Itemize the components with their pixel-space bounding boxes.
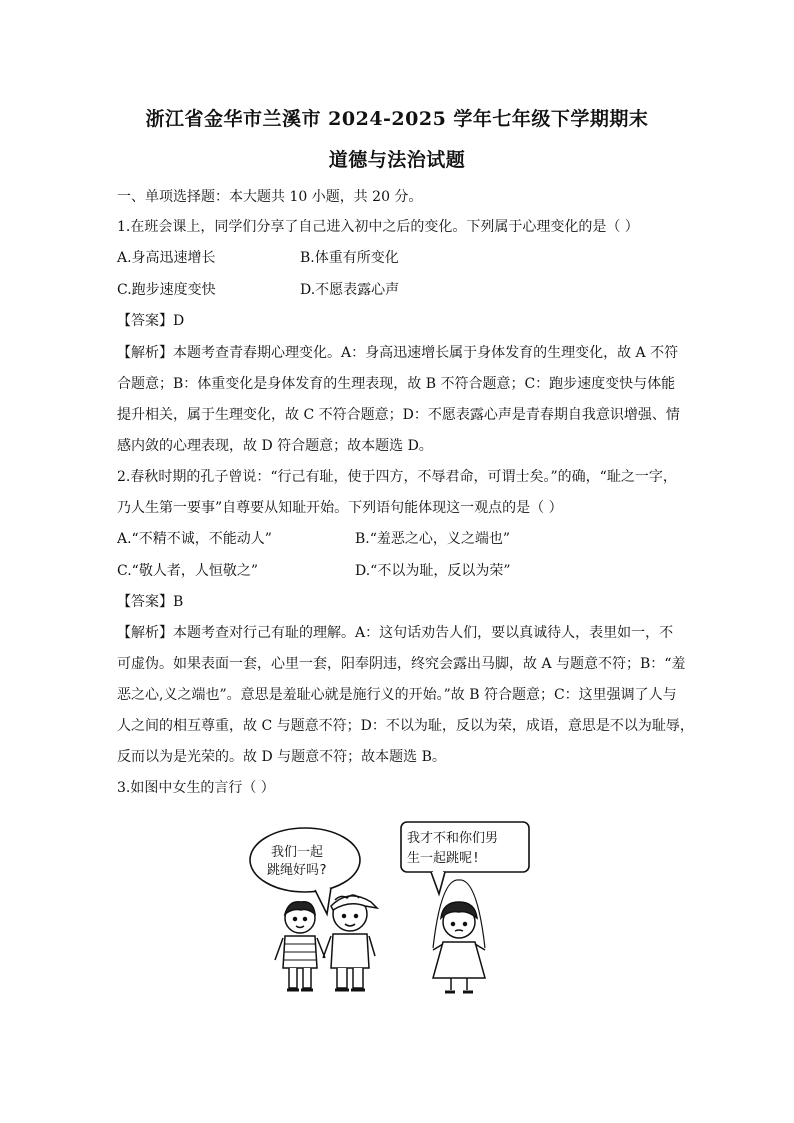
question-1-stem: 1.在班会课上，同学们分享了自己进入初中之后的变化。下列属于心理变化的是（ ） (117, 219, 639, 235)
question-2-stem-line: 乃人生第一要事”自尊要从知耻开始。下列语句能体现这一观点的是（ ） (117, 500, 563, 516)
section-heading: 一、单项选择题：本大题共 10 小题，共 20 分。 (117, 189, 423, 205)
q2-answer: 【答案】B (117, 594, 184, 610)
q1-analysis-line: 感内敛的心理表现，故 D 符合题意；故本题选 D。 (117, 438, 433, 454)
left-bubble-line-1: 我们一起 (271, 845, 324, 860)
question-2-stem-line: 2.春秋时期的孔子曾说：“行己有耻，使于四方，不辱君命，可谓士矣。”的确，“耻之一字， (117, 469, 677, 485)
q2-analysis-line: 人之间的相互尊重，故 C 与题意不符；D：不以为耻，反以为荣，成语，意思是不以为耻辱， (117, 718, 694, 734)
right-bubble-line-1: 我才不和你们男 (407, 831, 499, 846)
q1-option-a: A.身高迅速增长 (117, 250, 216, 266)
left-bubble-line-2: 跳绳好吗? (267, 863, 327, 878)
q2-analysis-line: 可虚伪。如果表面一套，心里一套，阳奉阴违，终究会露出马脚，故 A 与题意不符；B：“羞 (117, 656, 686, 672)
q2-analysis-line: 恶之心,义之端也”。意思是羞耻心就是施行义的开始。”故 B 符合题意；C：这里强调了人与 (117, 687, 677, 703)
q1-analysis-line: 提升相关，属于生理变化，故 C 不符合题意；D：不愿表露心声是青春期自我意识增强、情 (117, 407, 680, 423)
boy-figure-right (323, 895, 377, 990)
question-3-stem: 3.如图中女生的言行（ ） (117, 780, 275, 796)
q2-analysis-line: 反而以为是光荣的。故 D 与题意不符；故本题选 B。 (117, 749, 446, 765)
q1-answer: 【答案】D (117, 313, 185, 329)
q1-analysis-line: 【解析】本题考查青春期心理变化。A：身高迅速增长属于身体发育的生理变化，故 A 不符 (117, 345, 679, 361)
q1-option-b: B.体重有所变化 (300, 250, 399, 266)
q1-option-d: D.不愿表露心声 (300, 282, 400, 298)
cartoon-illustration (245, 818, 545, 998)
q2-option-c: C.“敬人者，人恒敬之” (117, 563, 258, 579)
q1-analysis-line: 合题意；B：体重变化是身体发育的生理表现，故 B 不符合题意；C：跑步速度变快与体能 (117, 376, 676, 392)
right-bubble-line-2: 生一起跳呢! (407, 851, 480, 866)
q1-option-c: C.跑步速度变快 (117, 282, 216, 298)
q2-option-d: D.“不以为耻，反以为荣” (355, 563, 511, 579)
right-speech-bubble (401, 822, 529, 894)
boy-figure-left (275, 902, 325, 990)
q2-option-a: A.“不精不诚，不能动人” (117, 531, 272, 547)
document-title: 浙江省金华市兰溪市 2024-2025 学年七年级下学期期末 (145, 108, 649, 130)
q2-analysis-line: 【解析】本题考查对行己有耻的理解。A：这句话劝告人们，要以真诚待人，表里如一，不 (117, 625, 674, 641)
document-subtitle: 道德与法治试题 (328, 149, 466, 171)
q2-option-b: B.“羞恶之心，义之端也” (355, 531, 511, 547)
girl-figure (433, 880, 485, 992)
